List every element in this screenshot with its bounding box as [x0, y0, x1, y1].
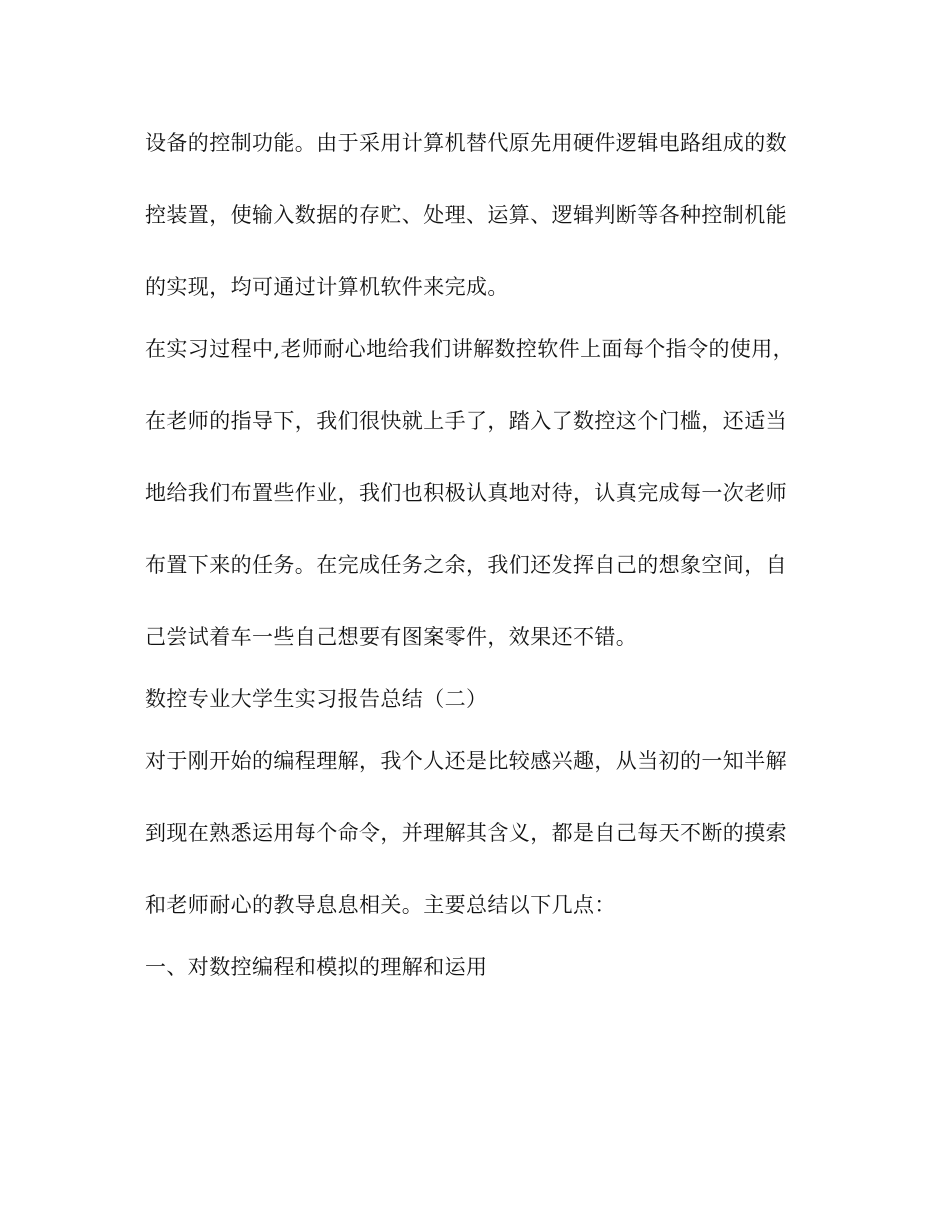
paragraph-3-line-1: 对于刚开始的编程理解，我个人还是比较感兴趣，从当初的一知半解	[145, 749, 787, 773]
paragraph-2-line-3: 地给我们布置些作业，我们也积极认真地对待，认真完成每一次老师	[145, 481, 787, 505]
subsection-heading: 一、对数控编程和模拟的理解和运用	[145, 955, 488, 979]
paragraph-2-line-1: 在实习过程中,老师耐心地给我们讲解数控软件上面每个指令的使用，	[145, 337, 795, 361]
paragraph-2-line-5: 己尝试着车一些自己想要有图案零件，效果还不错。	[145, 625, 638, 649]
paragraph-2-line-2: 在老师的指导下，我们很快就上手了，踏入了数控这个门槛，还适当	[145, 409, 787, 433]
paragraph-3-line-3: 和老师耐心的教导息息相关。主要总结以下几点：	[145, 893, 616, 917]
paragraph-1-line-1: 设备的控制功能。由于采用计算机替代原先用硬件逻辑电路组成的数	[145, 131, 787, 155]
paragraph-1-line-3: 的实现，均可通过计算机软件来完成。	[145, 275, 509, 299]
paragraph-1-line-2: 控装置，使输入数据的存贮、处理、运算、逻辑判断等各种控制机能	[145, 203, 787, 227]
section-heading: 数控专业大学生实习报告总结（二）	[145, 687, 488, 711]
paragraph-3-line-2: 到现在熟悉运用每个命令，并理解其含义，都是自己每天不断的摸索	[145, 821, 787, 845]
paragraph-2-line-4: 布置下来的任务。在完成任务之余，我们还发挥自己的想象空间，自	[145, 553, 787, 577]
